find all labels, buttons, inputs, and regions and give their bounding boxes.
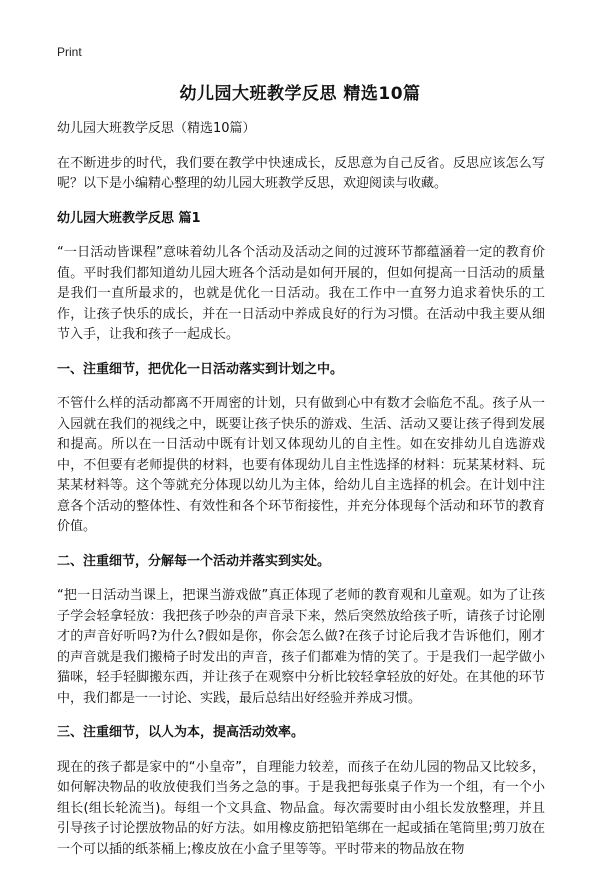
- article-heading: 幼儿园大班教学反思 篇1: [57, 210, 201, 226]
- section-1-paragraph: 不管什么样的活动都离不开周密的计划，只有做到心中有数才会临危不乱。孩子从一入园就在我们的视线之中，既要让孩子快乐的游戏、生活、活动又要让孩子得到发展和提高。所以在一日活动中既有计划又体现幼儿的自主性。如在安排幼儿自选游戏中，不但要有老师提供的材料，也要有体现幼儿自主性选择的材料：玩某某材料、玩某某材料等。这个等就充分体现以幼儿为主体，给幼儿自主选择的机会。在计划中注意各个活动的整体性、有效性和各个环节衔接性，并充分体现每个活动和环节的教育价值。: [57, 396, 545, 534]
- section-2-paragraph: “把一日活动当课上，把课当游戏做”真正体现了老师的教育观和儿童观。如为了让孩子学会轻拿轻放：我把孩子吵杂的声音录下来，然后突然放给孩子听，请孩子讨论刚才的声音好听吗?为什么?假如是你，你会怎么做?在孩子讨论后我才告诉他们，刚才的声音就是我们搬椅子时发出的声音，孩子们都难为情的笑了。于是我们一起学做小猫咪，轻手轻脚搬东西，并让孩子在观察中分析比较轻拿轻放的好处。在其他的环节中，我们都是一一讨论、实践，最后总结出好经验并养成习惯。: [57, 588, 545, 706]
- intro-paragraph: 在不断进步的时代，我们要在教学中快速成长，反思意为自己反省。反思应该怎么写呢？以下是小编精心整理的幼儿园大班教学反思，欢迎阅读与收藏。: [57, 155, 545, 191]
- section-3-heading: 三、注重细节，以人为本，提高活动效率。: [57, 725, 305, 740]
- document-subtitle: 幼儿园大班教学反思（精选10篇）: [57, 121, 256, 136]
- section-3-paragraph: 现在的孩子都是家中的“小皇帝”，自理能力较差，而孩子在幼儿园的物品又比较多，如何解决物品的收放使我们当务之急的事。于是我把每张桌子作为一个组，有一个小组长(组长轮流当)。每组一个文具盒、物品盒。每次需要时由小组长发放整理，并且引导孩子讨论摆放物品的好方法。如用橡皮筋把铅笔绑在一起或插在笔筒里;剪刀放在一个可以插的纸茶桶上;橡皮放在小盒子里等等。平时带来的物品放在物: [57, 759, 545, 857]
- section-2-heading: 二、注重细节，分解每一个活动并落实到实处。: [57, 553, 331, 569]
- body-paragraph-1: “一日活动皆课程”意味着幼儿各个活动及活动之间的过渡环节都蕴涵着一定的教育价值。平时我们都知道幼儿园大班各个活动是如何开展的，但如何提高一日活动的质量是我们一直所最求的，也就是优化一日活动。我在工作中一直努力追求着快乐的工作，让孩子快乐的成长，并在一日活动中养成良好的行为习惯。在活动中我主要从细节入手，让我和孩子一起成长。: [57, 245, 545, 342]
- document-body: [57, 119, 545, 874]
- section-1-heading: 一、注重细节，把优化一日活动落实到计划之中。: [57, 361, 344, 377]
- document-title: 幼儿园大班教学反思 精选10篇: [179, 84, 421, 104]
- print-link[interactable]: Print: [57, 45, 82, 59]
